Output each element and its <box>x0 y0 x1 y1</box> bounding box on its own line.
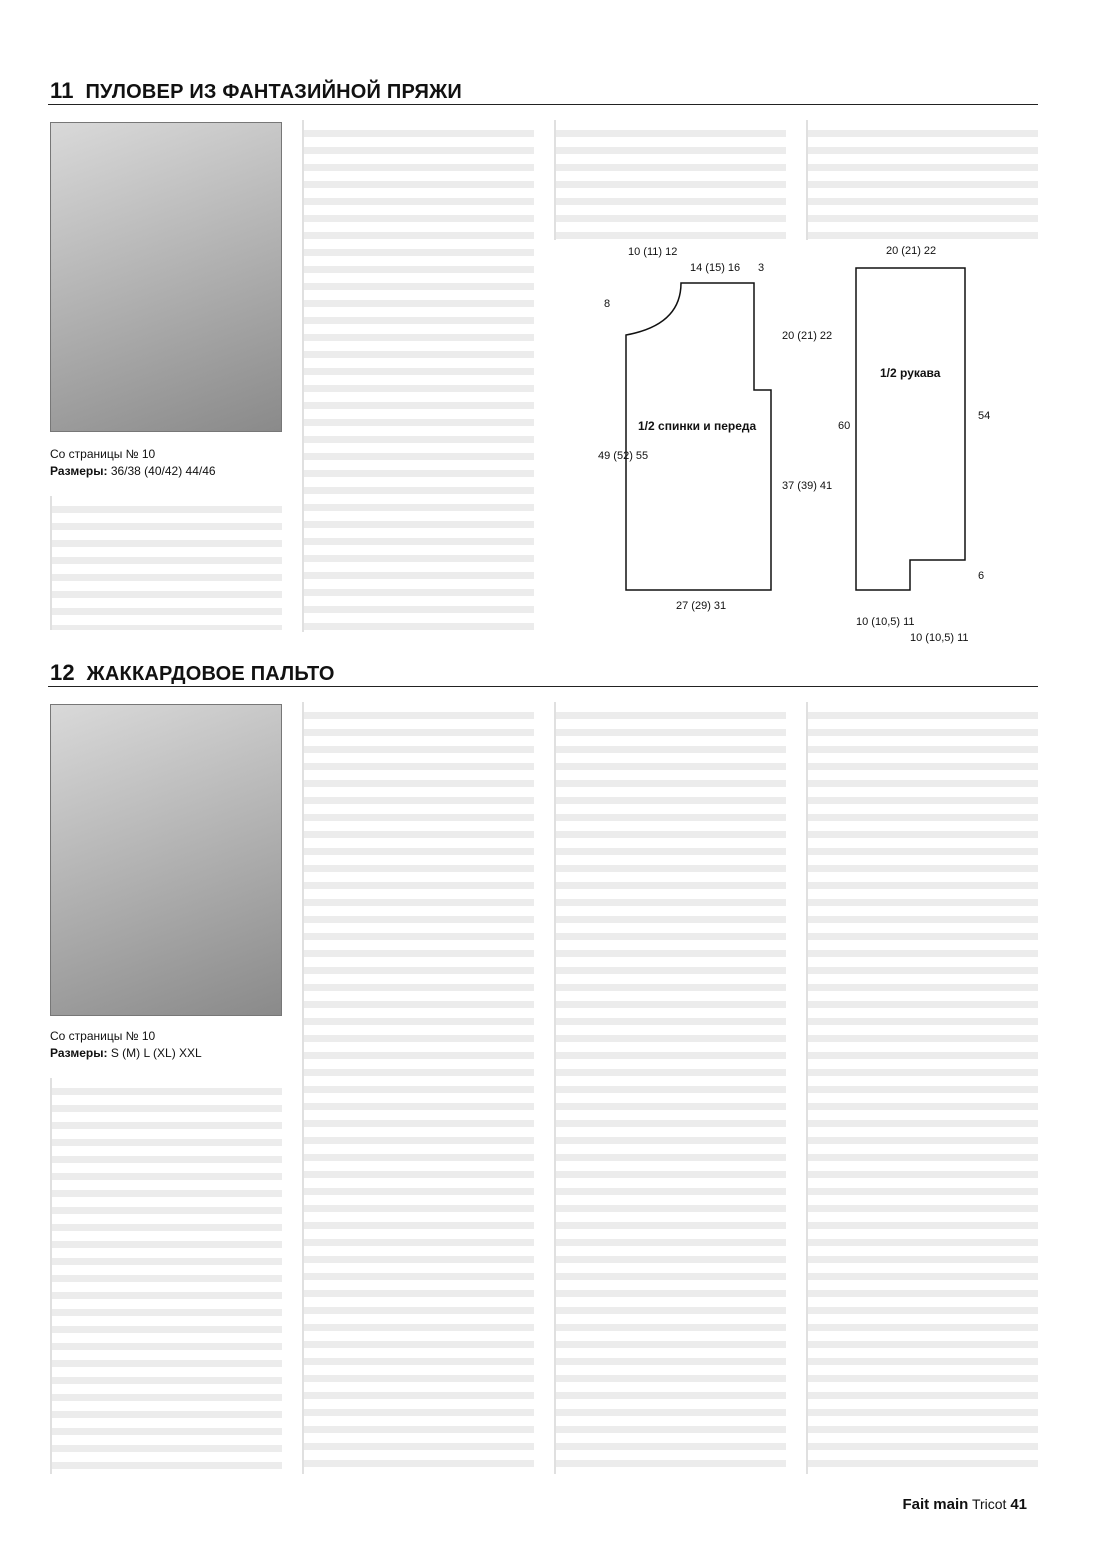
sizes-label: Размеры: <box>50 1046 108 1060</box>
page-footer <box>902 1496 1027 1513</box>
divider <box>48 104 1038 105</box>
divider <box>48 686 1038 687</box>
dim-side-length: 37 (39) 41 <box>782 480 833 492</box>
sleeve-diagram <box>830 260 990 600</box>
section-number: 12 <box>50 660 75 685</box>
dim-armhole-depth: 20 (21) 22 <box>782 330 833 342</box>
section-title: ПУЛОВЕР ИЗ ФАНТАЗИЙНОЙ ПРЯЖИ <box>85 81 462 103</box>
section-name: Tricot <box>971 1496 1007 1512</box>
dim-neck-depth: 8 <box>604 298 611 310</box>
from-page: Со страницы № 10 <box>50 1029 156 1043</box>
materials-text-block <box>50 1078 282 1474</box>
brand: Fait main <box>902 1496 969 1513</box>
sizes-label: Размеры: <box>50 464 108 478</box>
instructions-col-2 <box>302 120 534 632</box>
section-11-heading <box>50 78 462 104</box>
dim-cuff-width-2: 10 (10,5) 11 <box>910 632 969 644</box>
dim-sleeve-side: 54 <box>978 410 991 422</box>
dim-half-width: 27 (29) 31 <box>676 600 727 612</box>
instructions-col-2 <box>302 702 534 1474</box>
instructions-col-3 <box>554 702 786 1474</box>
instructions-col-3 <box>554 120 786 240</box>
section-number: 11 <box>50 78 74 103</box>
dim-cuff-width-1: 10 (10,5) 11 <box>856 616 915 628</box>
sleeve-outline <box>856 268 965 590</box>
section-12-heading <box>50 660 335 686</box>
diagram-title: 1/2 спинки и переда <box>638 419 757 433</box>
materials-text-block <box>50 496 282 630</box>
sweater-photo <box>50 122 282 432</box>
diagram-title: 1/2 рукава <box>880 366 941 380</box>
dim-total-length: 49 (52) 55 <box>598 450 649 462</box>
dim-neck-width: 10 (11) 12 <box>628 246 678 258</box>
dim-armhole-offset: 3 <box>758 262 765 274</box>
from-page-note <box>50 446 216 480</box>
sizes: S (M) L (XL) XXL <box>110 1046 202 1060</box>
coat-photo <box>50 704 282 1016</box>
instructions-col-4 <box>806 120 1038 240</box>
from-page: Со страницы № 10 <box>50 447 156 461</box>
dim-top-width: 20 (21) 22 <box>886 245 937 257</box>
dim-sleeve-length: 60 <box>838 420 851 432</box>
from-page-note <box>50 1028 202 1062</box>
dim-cuff-height: 6 <box>978 570 985 582</box>
page-number: 41 <box>1010 1496 1027 1513</box>
section-title: ЖАККАРДОВОЕ ПАЛЬТО <box>86 663 335 685</box>
instructions-col-4 <box>806 702 1038 1474</box>
sizes: 36/38 (40/42) 44/46 <box>110 464 216 478</box>
pattern-outline <box>626 283 771 590</box>
dim-shoulder-width: 14 (15) 16 <box>690 262 741 274</box>
